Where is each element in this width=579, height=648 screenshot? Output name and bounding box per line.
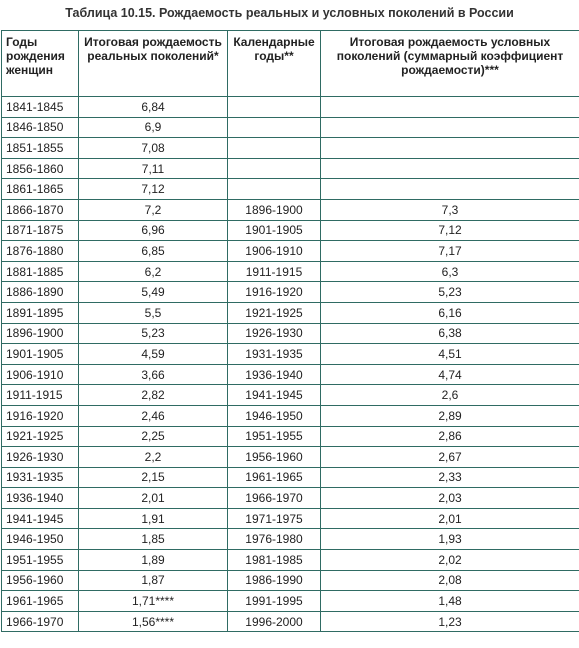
calendar-years-cell [228, 179, 321, 200]
header-real-cohort-fertility: Итоговая рождаемость реальных поколений* [79, 31, 228, 97]
calendar-years-cell: 1921-1925 [228, 302, 321, 323]
table-row [2, 158, 579, 179]
table-row [2, 426, 579, 447]
birth-years-cell: 1866-1870 [2, 199, 79, 220]
birth-years-cell: 1871-1875 [2, 220, 79, 241]
conditional-fertility-cell: 2,86 [321, 426, 579, 447]
table-row [2, 323, 579, 344]
real-fertility-cell: 1,56**** [79, 611, 228, 632]
table-row [2, 97, 579, 118]
birth-years-cell: 1896-1900 [2, 323, 79, 344]
conditional-fertility-cell: 7,17 [321, 241, 579, 262]
table-row [2, 447, 579, 468]
real-fertility-cell: 2,15 [79, 467, 228, 488]
table-row [2, 488, 579, 509]
table-row [2, 199, 579, 220]
table-row [2, 117, 579, 138]
calendar-years-cell: 1991-1995 [228, 591, 321, 612]
birth-years-cell: 1946-1950 [2, 529, 79, 550]
calendar-years-cell [228, 97, 321, 118]
conditional-fertility-cell [321, 117, 579, 138]
real-fertility-cell: 1,91 [79, 508, 228, 529]
real-fertility-cell: 6,2 [79, 261, 228, 282]
birth-years-cell: 1941-1945 [2, 508, 79, 529]
real-fertility-cell: 5,23 [79, 323, 228, 344]
conditional-fertility-cell: 2,08 [321, 570, 579, 591]
calendar-years-cell: 1986-1990 [228, 570, 321, 591]
calendar-years-cell: 1911-1915 [228, 261, 321, 282]
header-calendar-years: Календарные годы** [228, 31, 321, 97]
real-fertility-cell: 3,66 [79, 364, 228, 385]
table-row [2, 261, 579, 282]
conditional-fertility-cell: 1,23 [321, 611, 579, 632]
table-row [2, 138, 579, 159]
header-birth-years: Годы рождения женщин [2, 31, 79, 97]
table-row [2, 611, 579, 632]
table-row [2, 220, 579, 241]
table-row [2, 179, 579, 200]
conditional-fertility-cell: 2,03 [321, 488, 579, 509]
calendar-years-cell: 1901-1905 [228, 220, 321, 241]
birth-years-cell: 1936-1940 [2, 488, 79, 509]
table-row [2, 344, 579, 365]
birth-years-cell: 1906-1910 [2, 364, 79, 385]
calendar-years-cell: 1971-1975 [228, 508, 321, 529]
conditional-fertility-cell: 5,23 [321, 282, 579, 303]
calendar-years-cell: 1896-1900 [228, 199, 321, 220]
calendar-years-cell: 1961-1965 [228, 467, 321, 488]
table-row [2, 282, 579, 303]
conditional-fertility-cell: 2,33 [321, 467, 579, 488]
birth-years-cell: 1891-1895 [2, 302, 79, 323]
real-fertility-cell: 5,5 [79, 302, 228, 323]
table-row [2, 591, 579, 612]
calendar-years-cell: 1976-1980 [228, 529, 321, 550]
conditional-fertility-cell [321, 158, 579, 179]
birth-years-cell: 1956-1960 [2, 570, 79, 591]
birth-years-cell: 1841-1845 [2, 97, 79, 118]
conditional-fertility-cell: 6,16 [321, 302, 579, 323]
birth-years-cell: 1916-1920 [2, 405, 79, 426]
birth-years-cell: 1911-1915 [2, 385, 79, 406]
conditional-fertility-cell: 2,67 [321, 447, 579, 468]
conditional-fertility-cell [321, 179, 579, 200]
real-fertility-cell: 7,08 [79, 138, 228, 159]
birth-years-cell: 1846-1850 [2, 117, 79, 138]
table-row [2, 508, 579, 529]
real-fertility-cell: 6,84 [79, 97, 228, 118]
calendar-years-cell: 1941-1945 [228, 385, 321, 406]
real-fertility-cell: 2,46 [79, 405, 228, 426]
calendar-years-cell: 1931-1935 [228, 344, 321, 365]
birth-years-cell: 1926-1930 [2, 447, 79, 468]
header-row [2, 31, 579, 97]
table-row [2, 241, 579, 262]
birth-years-cell: 1921-1925 [2, 426, 79, 447]
birth-years-cell: 1961-1965 [2, 591, 79, 612]
table-row [2, 570, 579, 591]
conditional-fertility-cell: 6,3 [321, 261, 579, 282]
conditional-fertility-cell [321, 138, 579, 159]
real-fertility-cell: 7,11 [79, 158, 228, 179]
real-fertility-cell: 6,96 [79, 220, 228, 241]
conditional-fertility-cell: 4,74 [321, 364, 579, 385]
calendar-years-cell: 1956-1960 [228, 447, 321, 468]
conditional-fertility-cell: 2,01 [321, 508, 579, 529]
real-fertility-cell: 2,2 [79, 447, 228, 468]
conditional-fertility-cell [321, 97, 579, 118]
real-fertility-cell: 2,25 [79, 426, 228, 447]
calendar-years-cell: 1996-2000 [228, 611, 321, 632]
calendar-years-cell: 1926-1930 [228, 323, 321, 344]
conditional-fertility-cell: 1,48 [321, 591, 579, 612]
calendar-years-cell: 1916-1920 [228, 282, 321, 303]
table-row [2, 529, 579, 550]
birth-years-cell: 1856-1860 [2, 158, 79, 179]
table-row [2, 385, 579, 406]
birth-years-cell: 1881-1885 [2, 261, 79, 282]
calendar-years-cell: 1966-1970 [228, 488, 321, 509]
birth-years-cell: 1886-1890 [2, 282, 79, 303]
real-fertility-cell: 1,87 [79, 570, 228, 591]
birth-years-cell: 1966-1970 [2, 611, 79, 632]
conditional-fertility-cell: 7,12 [321, 220, 579, 241]
fertility-table [1, 30, 579, 632]
conditional-fertility-cell: 7,3 [321, 199, 579, 220]
conditional-fertility-cell: 4,51 [321, 344, 579, 365]
header-conditional-cohort-fertility: Итоговая рождаемость условных поколений (суммарный коэффициент рождаемости)*** [321, 31, 579, 97]
conditional-fertility-cell: 6,38 [321, 323, 579, 344]
table-row [2, 467, 579, 488]
real-fertility-cell: 6,9 [79, 117, 228, 138]
birth-years-cell: 1861-1865 [2, 179, 79, 200]
birth-years-cell: 1901-1905 [2, 344, 79, 365]
real-fertility-cell: 7,12 [79, 179, 228, 200]
calendar-years-cell [228, 138, 321, 159]
real-fertility-cell: 1,71**** [79, 591, 228, 612]
real-fertility-cell: 2,82 [79, 385, 228, 406]
calendar-years-cell: 1946-1950 [228, 405, 321, 426]
table-row [2, 405, 579, 426]
conditional-fertility-cell: 2,02 [321, 550, 579, 571]
real-fertility-cell: 6,85 [79, 241, 228, 262]
birth-years-cell: 1951-1955 [2, 550, 79, 571]
real-fertility-cell: 4,59 [79, 344, 228, 365]
conditional-fertility-cell: 1,93 [321, 529, 579, 550]
calendar-years-cell [228, 158, 321, 179]
birth-years-cell: 1931-1935 [2, 467, 79, 488]
conditional-fertility-cell: 2,6 [321, 385, 579, 406]
calendar-years-cell: 1906-1910 [228, 241, 321, 262]
real-fertility-cell: 7,2 [79, 199, 228, 220]
table-title: Таблица 10.15. Рождаемость реальных и условных поколений в России [65, 6, 514, 20]
calendar-years-cell [228, 117, 321, 138]
table-row [2, 364, 579, 385]
birth-years-cell: 1851-1855 [2, 138, 79, 159]
calendar-years-cell: 1951-1955 [228, 426, 321, 447]
calendar-years-cell: 1936-1940 [228, 364, 321, 385]
real-fertility-cell: 1,85 [79, 529, 228, 550]
table-row [2, 550, 579, 571]
conditional-fertility-cell: 2,89 [321, 405, 579, 426]
calendar-years-cell: 1981-1985 [228, 550, 321, 571]
birth-years-cell: 1876-1880 [2, 241, 79, 262]
real-fertility-cell: 1,89 [79, 550, 228, 571]
real-fertility-cell: 2,01 [79, 488, 228, 509]
table-row [2, 302, 579, 323]
real-fertility-cell: 5,49 [79, 282, 228, 303]
